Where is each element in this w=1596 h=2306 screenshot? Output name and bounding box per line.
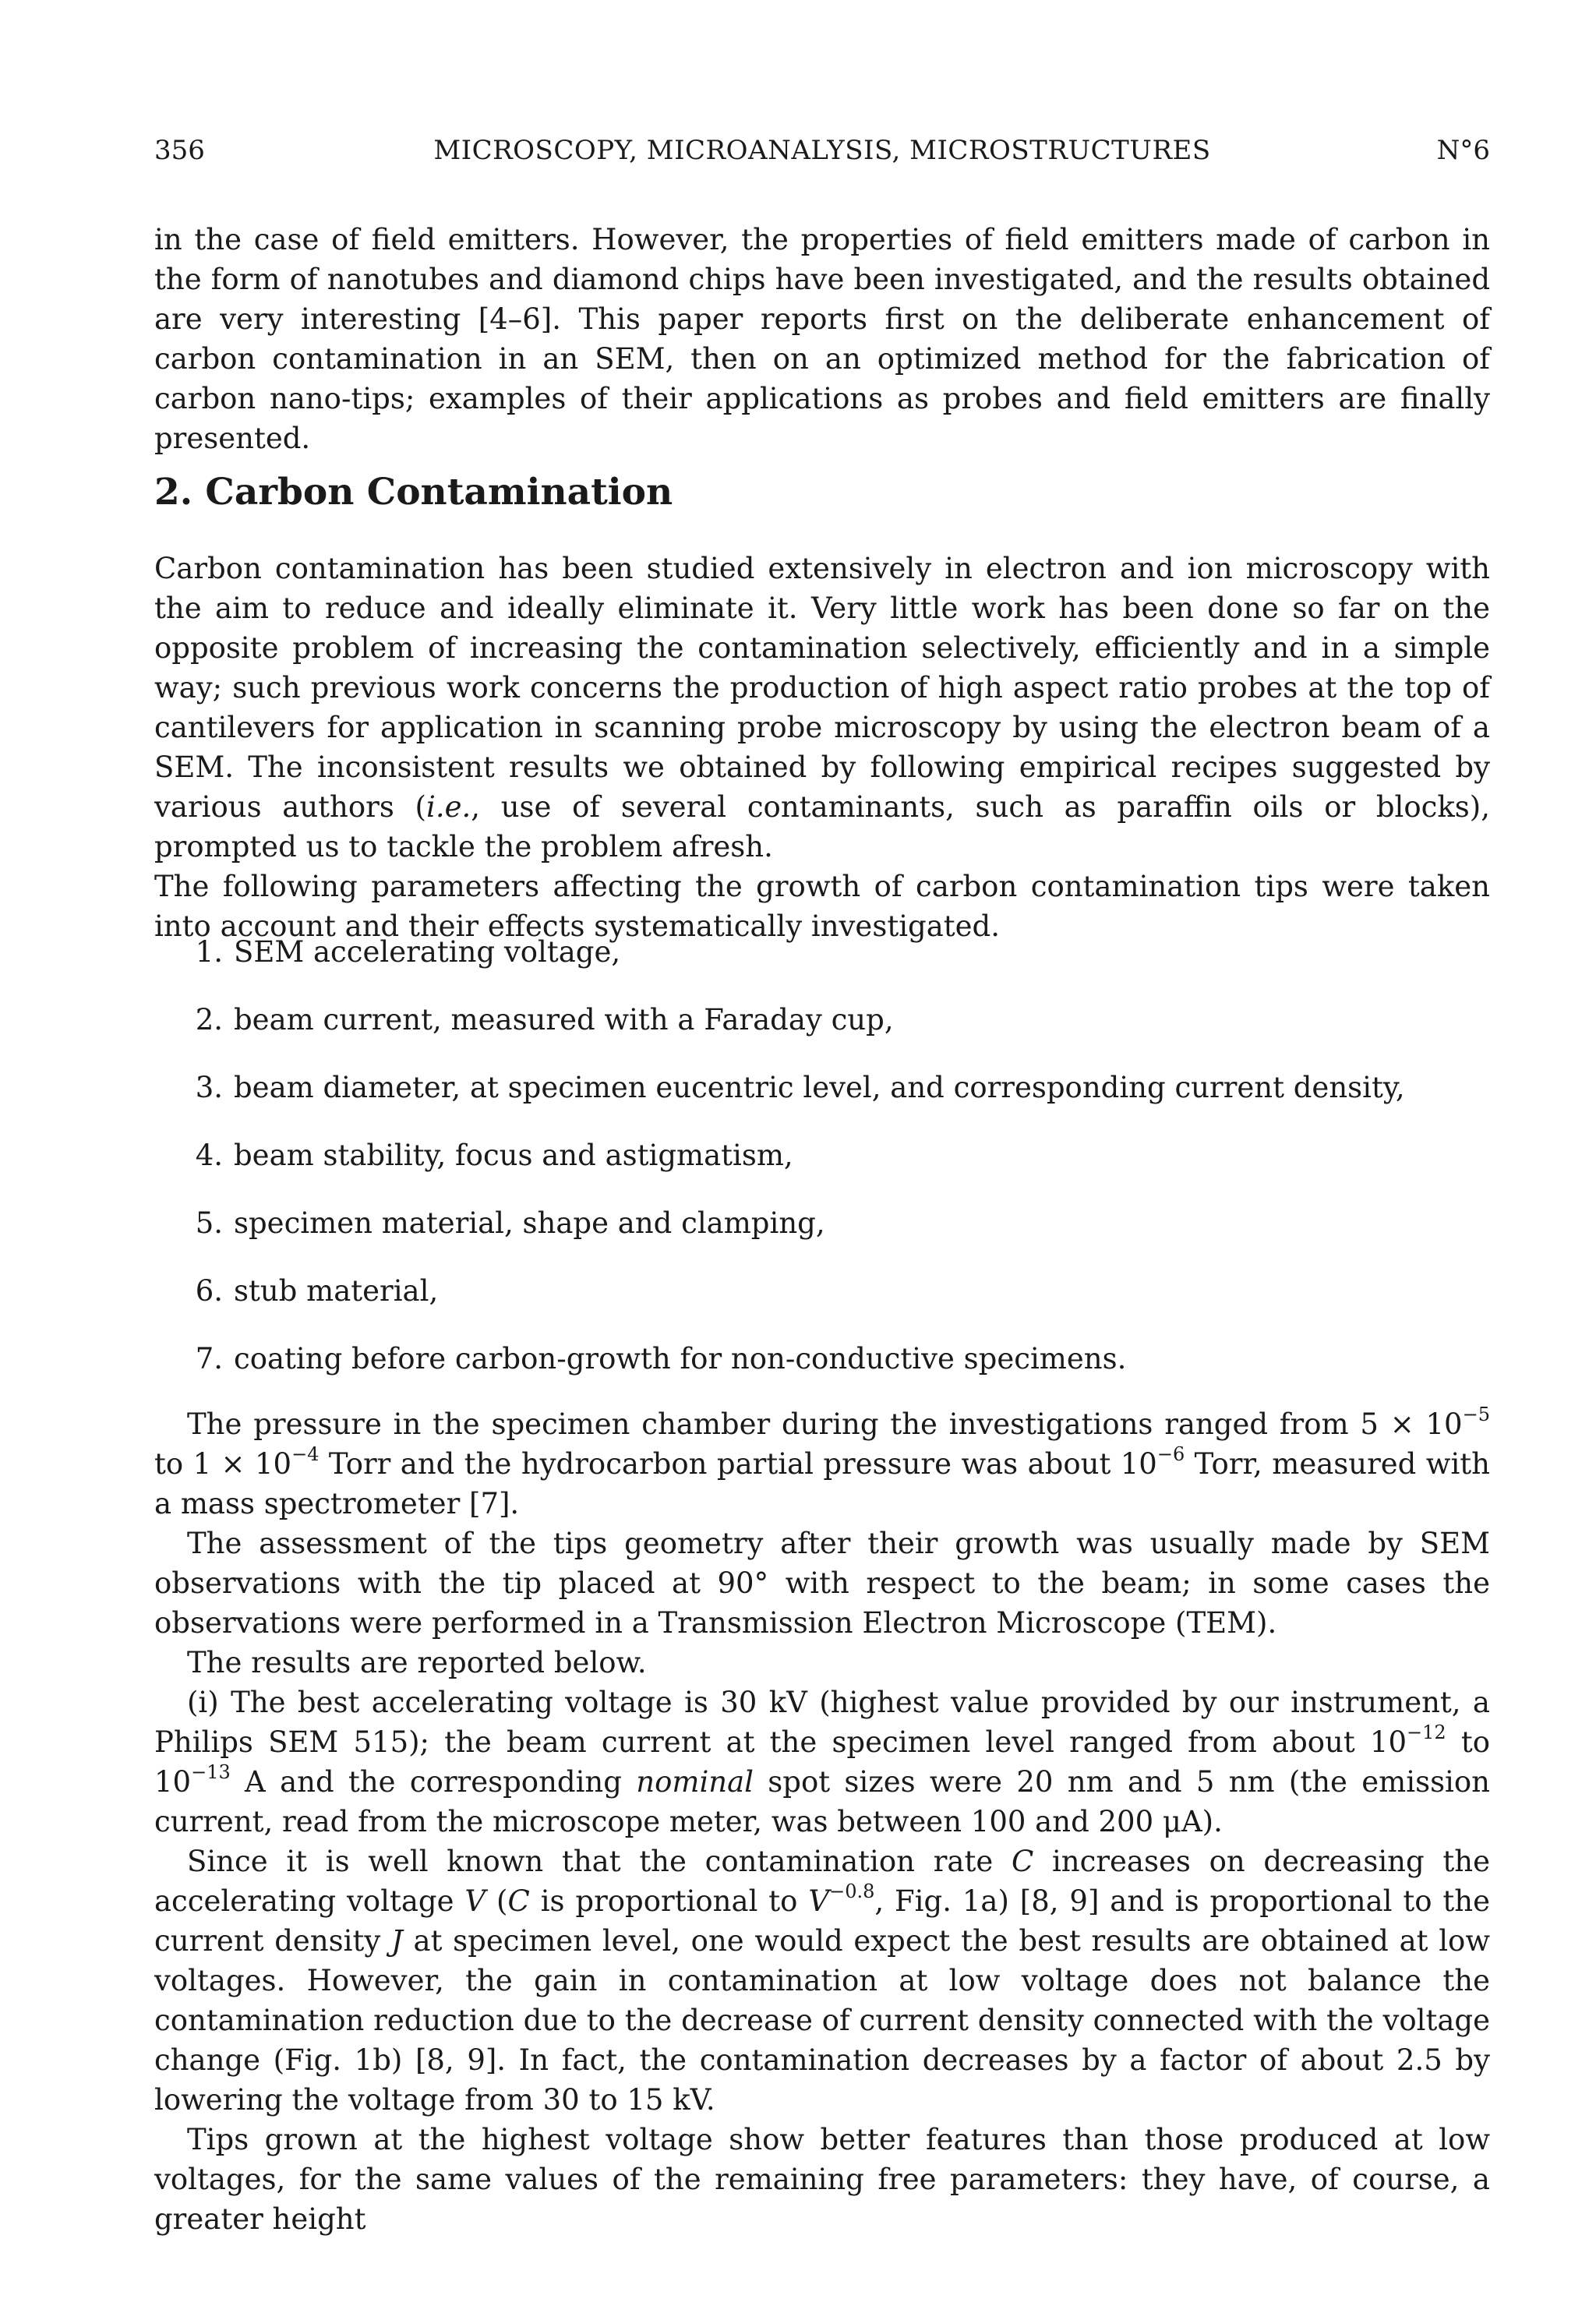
p7-var-v2: V bbox=[808, 1884, 830, 1918]
list-text: beam stability, focus and astigmatism, bbox=[234, 1139, 793, 1172]
section-heading: 2. Carbon Contamination bbox=[154, 471, 673, 514]
p6-exp-1: −12 bbox=[1407, 1721, 1446, 1743]
list-text: SEM accelerating voltage, bbox=[234, 935, 621, 969]
p6-exp-2: −13 bbox=[191, 1760, 231, 1783]
p1-text-a: Carbon contamination has been studied extensively in electron and ion microscopy with the aim to reduce and ideally eliminate it. Very little work has been done so far on the opposite problem of increasing the contamination selectively, efficiently and in a simple way; such previous work concerns the production of high aspect ratio probes at the top of cantilevers for application in scanning probe microscopy by using the electron beam of a SEM. The inconsistent results we obtained by following empirical recipes suggested by various authors ( bbox=[154, 552, 1490, 824]
p7-text-a: Since it is well known that the contamination rate bbox=[187, 1845, 1012, 1878]
issue-number: N°6 bbox=[1436, 135, 1490, 166]
list-item bbox=[154, 932, 1490, 1000]
results-block bbox=[154, 1404, 1490, 2239]
list-text: specimen material, shape and clamping, bbox=[234, 1206, 825, 1240]
list-number: 1. bbox=[195, 935, 223, 969]
list-text: beam current, measured with a Faraday cup, bbox=[234, 1003, 894, 1036]
list-item bbox=[154, 1339, 1490, 1407]
p3-text-d: Torr, measured with a mass spectrometer [7]. bbox=[154, 1447, 1490, 1520]
list-text: stub material, bbox=[234, 1274, 439, 1308]
p3-exp-2: −4 bbox=[291, 1443, 320, 1465]
p1-ie: i.e. bbox=[425, 790, 471, 824]
list-number: 3. bbox=[195, 1071, 223, 1104]
parameter-list bbox=[154, 932, 1490, 1407]
p6-text-c: A and the corresponding bbox=[230, 1765, 637, 1799]
p7-var-c: C bbox=[1011, 1845, 1034, 1878]
list-item bbox=[154, 1271, 1490, 1339]
intro-paragraph: in the case of field emitters. However, the properties of field emitters made of carbon in the form of nanotubes and diamond chips have been investigated, and the results obtained are very interesting [4–6]. This paper reports first on the deliberate enhancement of carbon contamination in an SEM, then on an optimized method for the fabrication of carbon nano-tips; examples of their applications as probes and field emitters are finally presented. bbox=[154, 223, 1490, 455]
list-text: coating before carbon-growth for non-conductive specimens. bbox=[234, 1342, 1127, 1375]
journal-title: MICROSCOPY, MICROANALYSIS, MICROSTRUCTURES bbox=[433, 135, 1211, 166]
p7-text-e: , Fig. 1a) [8, 9] and is proportional to the current density bbox=[154, 1884, 1490, 1958]
list-item bbox=[154, 1000, 1490, 1068]
p6-nominal: nominal bbox=[636, 1765, 754, 1799]
page-number: 356 bbox=[154, 135, 205, 166]
p3-exp-3: −6 bbox=[1156, 1443, 1185, 1465]
p3-text-a: The pressure in the specimen chamber during the investigations ranged from 5 × 10 bbox=[187, 1407, 1463, 1441]
p3-text-b: to 1 × 10 bbox=[154, 1447, 292, 1481]
intro-block bbox=[154, 220, 1490, 458]
pressure-paragraph bbox=[154, 1404, 1490, 1524]
p7-text-c: ( bbox=[486, 1884, 508, 1918]
voltage-paragraph bbox=[154, 1683, 1490, 1842]
contamination-rate-paragraph bbox=[154, 1842, 1490, 2120]
p6-text-b: to 10 bbox=[154, 1725, 1491, 1799]
tips-paragraph: Tips grown at the highest voltage show better features than those produced at low voltages, for the same values of the remaining free parameters: they have, of course, a greater height bbox=[154, 2123, 1490, 2236]
p7-var-v: V bbox=[464, 1884, 486, 1918]
results-intro-paragraph: The results are reported below. bbox=[187, 1646, 647, 1679]
list-number: 6. bbox=[195, 1274, 223, 1308]
section-paragraph-1 bbox=[154, 549, 1490, 867]
p6-text-d: spot sizes were 20 nm and 5 nm (the emission current, read from the microscope meter, was between 100 and 200 μA). bbox=[154, 1765, 1490, 1838]
p7-var-c2: C bbox=[507, 1884, 530, 1918]
p7-text-b: increases on decreasing the accelerating voltage bbox=[154, 1845, 1490, 1918]
list-number: 7. bbox=[195, 1342, 223, 1375]
p3-text-c: Torr and the hydrocarbon partial pressure was about 10 bbox=[319, 1447, 1157, 1481]
assessment-paragraph: The assessment of the tips geometry after their growth was usually made by SEM observations with the tip placed at 90° with respect to the beam; in some cases the observations were performed in a Transmission Electron Microscope (TEM). bbox=[154, 1527, 1490, 1640]
section-paragraph-2: The following parameters affecting the growth of carbon contamination tips were taken into account and their effects systematically investigated. bbox=[154, 870, 1490, 943]
list-number: 2. bbox=[195, 1003, 223, 1036]
list-number: 4. bbox=[195, 1139, 223, 1172]
list-text: beam diameter, at specimen eucentric level, and corresponding current density, bbox=[234, 1071, 1405, 1104]
p6-text-a: (i) The best accelerating voltage is 30 kV (highest value provided by our instrument, a Philips SEM 515); the beam current at the specimen level ranged from about 10 bbox=[154, 1686, 1490, 1759]
p7-exp: −0.8 bbox=[829, 1880, 875, 1902]
list-item bbox=[154, 1203, 1490, 1271]
list-number: 5. bbox=[195, 1206, 223, 1240]
p7-text-d: is proportional to bbox=[529, 1884, 809, 1918]
list-item bbox=[154, 1135, 1490, 1203]
section-intro-block bbox=[154, 549, 1490, 946]
list-item bbox=[154, 1068, 1490, 1135]
p7-text-f: at specimen level, one would expect the best results are obtained at low voltages. However, the gain in contamination at low voltage does not balance the contamination reduction due to the decrease of current density connected with the voltage change (Fig. 1b) [8, 9]. In fact, the contamination decreases by a factor of about 2.5 by lowering the voltage from 30 to 15 kV. bbox=[154, 1924, 1490, 2117]
p3-exp-1: −5 bbox=[1462, 1403, 1490, 1425]
p1-text-b: , use of several contaminants, such as paraffin oils or blocks), prompted us to tackle the problem afresh. bbox=[154, 790, 1490, 863]
p7-var-j: J bbox=[390, 1924, 403, 1958]
running-header bbox=[154, 131, 1490, 170]
